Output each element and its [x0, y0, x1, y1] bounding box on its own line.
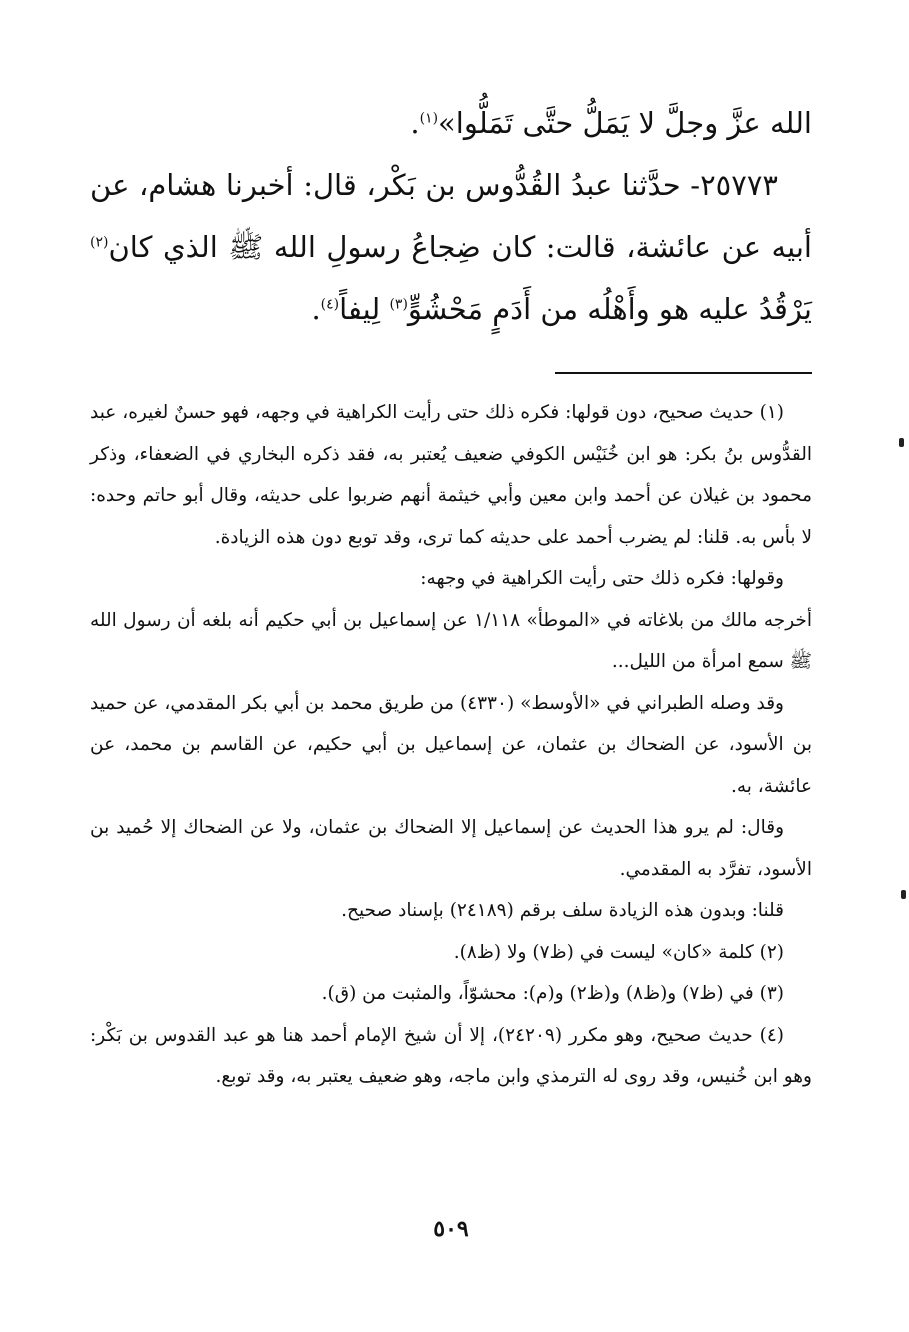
hadith-paragraph: [90, 154, 812, 340]
hadith-continuation-2: لِيفاً: [339, 292, 390, 326]
footnote-ref-3: (٣): [389, 296, 408, 313]
main-line-1: [90, 92, 812, 154]
footnotes: [90, 392, 812, 1098]
page-number: ٥٠٩: [433, 1216, 469, 1242]
margin-mark-icon: [901, 890, 906, 899]
footnote-separator: [555, 372, 812, 374]
margin-mark-icon: [899, 438, 904, 447]
footnote-ref-4: (٤): [320, 296, 340, 313]
footnote-1-quote: وقولها: فكره ذلك حتى رأيت الكراهية في وجهه:: [420, 568, 784, 589]
footnote-1-tabarani: وقد وصله الطبراني في «الأوسط» (٤٣٣٠) من طريق محمد بن أبي بكر المقدمي، عن حميد بن الأسود، عن الضحاك بن عثمان، عن إسماعيل بن أبي حكيم، عن القاسم بن محمد، عن عائشة، به.: [90, 692, 812, 797]
hadith-continuation: يَرْقُدُ عليه هو وأَهْلُه من أَدَمٍ مَحْشُوٍّ: [407, 292, 812, 326]
main-text: [90, 92, 812, 340]
page: [90, 0, 812, 1332]
footnote-ref-2: (٢): [90, 234, 109, 251]
footnote-1-malik: أخرجه مالك من بلاغاته في «الموطأ» ١/١١٨ عن إسماعيل بن أبي حكيم أنه بلغه أن رسول الله ﷺ سمع امرأة من الليل...: [90, 609, 813, 672]
main-line-1-end: .: [410, 106, 420, 140]
footnote-2: (٢) كلمة «كان» ليست في (ظ٧) ولا (ظ٨).: [453, 941, 784, 963]
footnote-1-tabarani-note: وقال: لم يرو هذا الحديث عن إسماعيل إلا الضحاك بن عثمان، ولا عن الضحاك إلا حُميد بن الأسود، تفرَّد به المقدمي.: [90, 817, 812, 880]
footnote-3: (٣) في (ظ٧) و(ظ٨) و(ظ٢) و(م): محشوّاً، والمثبت من (ق).: [321, 983, 784, 1004]
footnote-ref-1: (١): [419, 110, 439, 127]
footnote-1: (١) حديث صحيح، دون قولها: فكره ذلك حتى رأيت الكراهية في وجهه، فهو حسنٌ لغيره، عبد القدُّوس بنُ بكر: هو ابن خُنَيْس الكوفي ضعيف يُعتبر به، فقد ذكره البخاري في الضعفاء، وذكر محمود بن غيلان عن أحمد وابن معين وأبي خيثمة أنهم ضربوا على حديثه، وقال أبو حاتم وحده: لا بأس به. قلنا: لم يضرب أحمد على حديثه كما ترى، وقد توبع دون هذه الزيادة.: [90, 402, 812, 548]
footnote-4: (٤) حديث صحيح، وهو مكرر (٢٤٢٠٩)، إلا أن شيخ الإمام أحمد هنا هو عبد القدوس بن بَكْر: وهو ابن خُنيس، وقد روى له الترمذي وابن ماجه، وهو ضعيف يعتبر به، وقد توبع.: [90, 1024, 812, 1087]
hadith-end: .: [311, 292, 321, 326]
footnote-1-conclusion: قلنا: وبدون هذه الزيادة سلف برقم (٢٤١٨٩) بإسناد صحيح.: [341, 900, 784, 921]
main-line-1-text: الله عزَّ وجلَّ لا يَمَلُّ حتَّى تَمَلُّوا»: [438, 106, 812, 140]
hadith-text: ٢٥٧٧٣- حدَّثنا عبدُ القُدُّوس بن بَكْر، قال: أخبرنا هشام، عن أبيه عن عائشة، قالت: كان ضِجاعُ رسولِ الله ﷺ الذي كان: [90, 168, 812, 264]
